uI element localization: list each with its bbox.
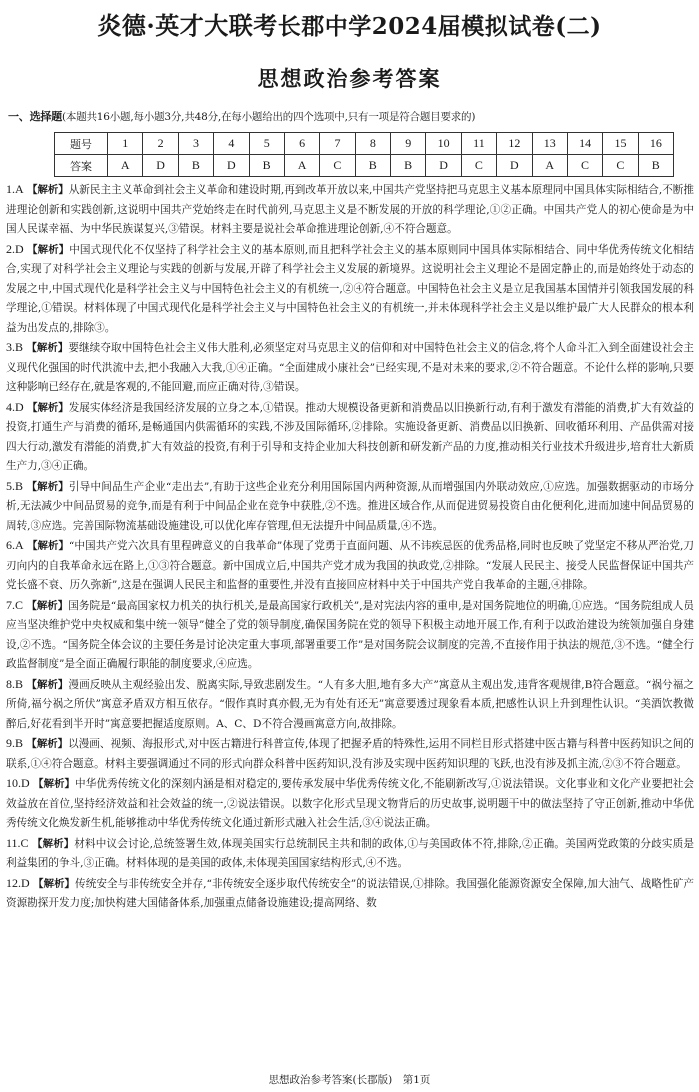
answer-cell: C [461, 155, 496, 177]
document-header [0, 6, 699, 41]
item-text: 从新民主主义革命到社会主义革命和建设时期,再到改革开放以来,中国共产党坚持把马克思主义基本原理同中国具体实际相结合,不断推进理论创新和实践创新,这说明中国共产党始终走在时代前列,马克思主义是不断发展的开放的科学理论,①②正确。中国共产党人的初心使命是为中国人民谋幸福、为中华民族谋复兴,③错误。材料主要是说社会革命推进理论创新,④不符合题意。 [6, 184, 695, 235]
analysis-tag: 【解析】 [27, 243, 70, 256]
answer-cell: C [567, 155, 602, 177]
explanation-item [6, 477, 694, 537]
question-number: 5 [249, 133, 284, 155]
question-number: 12 [497, 133, 532, 155]
answer-cell: B [638, 155, 673, 177]
section-note: (本题共16小题,每小题3分,共48分,在每小题给出的四个选项中,只有一项是符合题目要求的) [62, 111, 476, 123]
item-text: 中华优秀传统文化的深刻内涵是相对稳定的,要传承发展中华优秀传统文化,不能刷新改写,①说法错误。文化事业和文化产业要把社会效益放在首位,坚持经济效益和社会效益的统一,②说法错误。以数字化形式呈现文物背后的历史故事,说明题干中的做法坚持了守正创新,推动中华优秀传统文化焕发新生机,能够推动中华优秀传统文化通过新形式融入社会生活,③④说法正确。 [6, 778, 694, 829]
explanation-item [6, 675, 694, 735]
item-text: 漫画反映从主观经验出发、脱离实际,导致悲剧发生。“人有多大胆,地有多大产”寓意从主观出发,违背客观规律,B符合题意。“祸兮福之所倚,福兮祸之所伏”寓意矛盾双方相互依存。“假作真时真亦假,无为有处有还无”寓意要透过现象看本质,把感性认识上升到理性认识。“美酒饮教微醉后,好花看到半开时”寓意要把握适度原则。A、C、D不符合漫画寓意方向,故排除。 [6, 678, 695, 730]
answer-cell: C [320, 155, 355, 177]
analysis-tag: 【解析】 [26, 738, 69, 750]
analysis-tag: 【解析】 [26, 678, 69, 691]
question-number: 14 [567, 133, 602, 155]
explanation-item [6, 834, 694, 874]
answer-cell: B [178, 155, 213, 177]
analysis-tag: 【解析】 [26, 342, 69, 354]
explanation-item [6, 536, 694, 596]
question-number: 9 [391, 133, 426, 155]
answer-cell: B [355, 155, 390, 177]
subtitle: 思想政治参考答案 [257, 66, 442, 91]
analysis-tag: 【解析】 [26, 480, 69, 493]
answer-cell: B [391, 155, 426, 177]
question-number: 3 [178, 133, 213, 155]
answer-cell: A [284, 155, 319, 177]
answer-cell: B [249, 155, 284, 177]
question-number-label: 题号 [55, 133, 108, 155]
analysis-tag: 【解析】 [33, 778, 76, 790]
item-number: 5.B [6, 478, 24, 493]
question-number: 4 [214, 133, 249, 155]
item-number: 1.A [6, 182, 24, 196]
explanation-item [6, 734, 694, 774]
explanation-list [6, 180, 694, 914]
item-text: 发展实体经济是我国经济发展的立身之本,①错误。推动大规模设备更新和消费品以旧换新行动,有利于激发有潜能的消费,扩大有效益的投资,打通生产与消费的循环,是畅通国内供需循环的实践,不涉及国际循环,②排除。实施设备更新、消费品以旧换新、回收循环利用、产品供需对接四大行动,激发有潜能的消费,扩大有效益的投资,有利于引导和支持企业加大科技创新和研发新产品的力度,推动相关行业技术升级进步,培育壮大新质生产力,③④正确。 [6, 401, 695, 472]
question-number: 8 [355, 133, 390, 155]
analysis-tag: 【解析】 [27, 184, 69, 196]
analysis-tag: 【解析】 [26, 599, 69, 612]
explanation-item [6, 874, 694, 914]
page-footer: 思想政治参考答案(长郡版) 第1页 [268, 1074, 431, 1086]
answer-cell: D [497, 155, 532, 177]
item-text: 传统安全与非传统安全并存,“非传统安全逐步取代传统安全”的说法错误,①排除。我国强化能源资源安全保障,加大油气、战略性矿产资源勘探开发力度;加快构建大国储备体系,加强重点储备设施建设;提高网络、数 [6, 877, 694, 909]
item-number: 4.D [6, 399, 24, 414]
analysis-tag: 【解析】 [32, 837, 75, 850]
explanation-item [6, 774, 694, 834]
question-number: 15 [603, 133, 638, 155]
answer-cell: C [603, 155, 638, 177]
item-number: 11.C [6, 835, 29, 850]
section-heading [8, 108, 694, 124]
answer-table [54, 132, 674, 177]
answer-cell: D [426, 155, 461, 177]
item-text: 要继续夺取中国特色社会主义伟大胜利,必须坚定对马克思主义的信仰和对中国特色社会主义的信念,将个人命斗汇入到全面建设社会主义现代化强国的时代洪流中去,把小我融入大我,①④正确。“全面建成小康社会”已经实现,不是对未来的要求,②不符合题意。不论什么样的影响,只要这种影响已经存在,就是客观的,不能回避,而应正确对待,③错误。 [6, 342, 695, 393]
item-number: 9.B [6, 736, 24, 750]
answer-cell: A [108, 155, 143, 177]
question-number: 10 [426, 133, 461, 155]
item-text: 材料中议会讨论,总统签署生效,体现美国实行总统制民主共和制的政体,①与美国政体不符,排除,②正确。美国两党政策的分歧实质是利益集团的争斗,③正确。材料体现的是美国的政体,未体现美国国家结构形式,④不选。 [6, 837, 694, 869]
answer-cell: A [532, 155, 567, 177]
question-number: 1 [108, 133, 143, 155]
question-number-row [55, 133, 674, 155]
item-number: 8.B [6, 676, 24, 691]
item-number: 12.D [6, 875, 30, 890]
exam-title: 长郡中学2024届模拟试卷(二) [277, 13, 602, 40]
analysis-tag: 【解析】 [27, 540, 69, 552]
answer-cell: D [143, 155, 178, 177]
question-number: 11 [461, 133, 496, 155]
item-text: 国务院是“最高国家权力机关的执行机关,是最高国家行政机关”,是对宪法内容的重申,是对国务院地位的明确,①应选。“国务院组成人员应当坚决维护党中央权威和集中统一领导”健全了党的领导制度,确保国务院在党的领导下积极主动地开展工作,有利于以政治建设为统领加强自身建设,②不选。“国务院全体会议的主要任务是讨论决定重大事项,部署重要工作”是对国务院会议制度的完善,不直接作用于执法的规范,③不选。“健全行政监督制度”是全面正确履行职能的制度要求,④应选。 [6, 599, 694, 670]
question-number: 6 [284, 133, 319, 155]
question-number: 13 [532, 133, 567, 155]
answer-label: 答案 [55, 155, 108, 177]
explanation-item [6, 180, 694, 240]
answer-cell: D [214, 155, 249, 177]
analysis-tag: 【解析】 [33, 877, 76, 890]
question-number: 7 [320, 133, 355, 155]
explanation-item [6, 338, 694, 398]
explanation-item [6, 596, 694, 675]
question-number: 16 [638, 133, 673, 155]
brand-title: 炎德·英才大联考 [97, 11, 278, 40]
analysis-tag: 【解析】 [27, 401, 69, 414]
item-text: 引导中间品生产企业“走出去”,有助于这些企业充分利用国际国内两种资源,从而增强国内外联动效应,①应选。加强数据驱动的市场分析,无法减少中间品贸易的竞争,而是有利于中间品企业在竞争中获胜,②不选。推进区域合作,从而促进贸易投资自由化便利化,进而加速中间品贸易的周转,③应选。完善国际物流基础设施建设,可以优化库存管理,但无法提升中间品质量,④不选。 [6, 480, 695, 532]
item-text: 中国式现代化不仅坚持了科学社会主义的基本原则,而且把科学社会主义的基本原则同中国具体实际相结合、同中华优秀传统文化相结合,实现了对科学社会主义理论与实践的创新与发展,开辟了科学社会主义发展的新境界。这说明社会主义理论不是固定静止的,而是始终处于动态的发展之中,中国式现代化是科学社会主义与中国特色社会主义的有机统一,②④符合题意。中国特色社会主义是立足我国基本国情并引领我国发展的科学理论,①错误。材料体现了中国式现代化是科学社会主义与中国特色社会主义的有机统一,并未体现科学社会主义是以维护最广大人民群众的根本利益为出发点的,排除③。 [6, 243, 694, 334]
item-number: 6.A [6, 538, 24, 552]
section-title: 一、选择题 [8, 110, 62, 123]
item-text: 以漫画、视频、海报形式,对中医古籍进行科普宣传,体现了把握矛盾的特殊性,运用不同栏目形式搭建中医古籍与科普中医药知识之间的联系,①④符合题意。材料主要强调通过不同的形式向群众科普中医药知识,没有涉及实现中医药知识理的飞跃,也没有涉及抓主流,②③不符合题意。 [6, 738, 694, 770]
explanation-item [6, 240, 694, 339]
item-number: 7.C [6, 597, 24, 612]
explanation-item [6, 398, 694, 477]
item-number: 3.B [6, 340, 24, 354]
item-text: “中国共产党六次具有里程碑意义的自我革命”体现了党勇于直面问题、从不讳疾忌医的优秀品格,同时也反映了党坚定不移从严治党,刀刃向内的自我革命永远在路上,①③符合题意。新中国成立后,中国共产党才成为我国的执政党,②排除。“发展人民民主、接受人民监督保证中国共产党长盛不衰、历久弥新”,这是在强调人民民主和监督的重要性,并没有直接回应材料中关于中国共产党自我革命的主题,④排除。 [6, 540, 695, 591]
answer-row [55, 155, 674, 177]
question-number: 2 [143, 133, 178, 155]
item-number: 10.D [6, 776, 30, 790]
item-number: 2.D [6, 241, 24, 256]
